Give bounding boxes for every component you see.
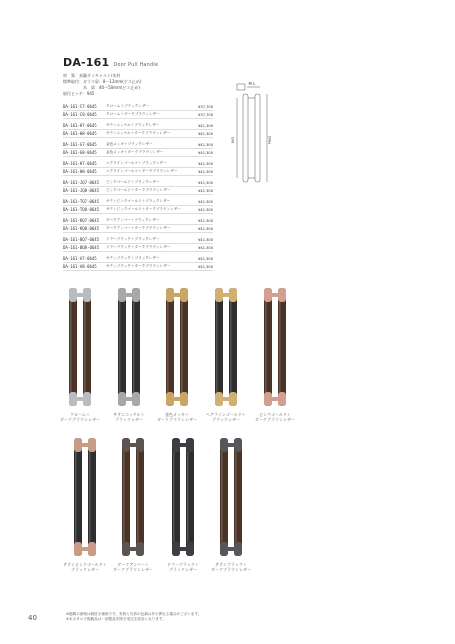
product-price: ¥41,300 [198,199,213,204]
product-row [63,263,213,271]
product-row [63,168,213,176]
product-row [63,187,213,195]
dim-right-label: P945 [268,135,272,145]
handle-image [63,286,97,408]
product-row [63,206,213,214]
product-name: ダークアンバー＋ダークブラウンレザー [106,226,171,230]
dim-left-label: 945 [231,136,235,144]
handle-swatch [160,286,194,412]
product-group [63,160,213,176]
product-price: ¥41,300 [198,207,213,212]
handle-image [258,286,292,408]
caption-line: クローム＋ [70,412,90,417]
product-name: ダークアンバー＋ブラックレザー [106,218,160,222]
product-price: ¥41,300 [198,131,213,136]
handle-swatch [68,436,102,562]
product-price: ¥41,300 [198,180,213,185]
product-price: ¥41,300 [198,245,213,250]
swatch-caption [201,562,261,572]
product-code: DA-161-TQ7-0645 [63,199,100,204]
handle-image [214,436,248,558]
product-price: ¥41,300 [198,264,213,269]
product-code: DA-161-H7-0645 [63,161,97,166]
product-row [63,236,213,244]
footnote-line: ※本カタログ掲載品は一部製品を除き受注生産品となります。 [66,617,166,621]
handle-swatch [112,286,146,412]
caption-line: 金色メッキ＋ [165,412,189,417]
product-row [63,122,213,130]
dim-top-label: M L [248,82,256,86]
caption-line: ブラックレザー [169,567,197,572]
spec-line: 材 質：真鍮ダイキャスト/木材 [63,73,121,78]
caption-line: ブラックレザー [212,417,240,422]
caption-line: ダークブラウンレザー [157,417,197,422]
product-group [63,103,213,119]
product-group [63,122,213,138]
product-price: ¥41,300 [198,161,213,166]
product-code: DA-161-G8-0645 [63,150,97,155]
footnotes [66,612,396,622]
handle-swatch [166,436,200,562]
product-price: ¥41,300 [198,150,213,155]
caption-line: ダークブラウンレザー [255,417,295,422]
handle-image [166,436,200,558]
product-price: ¥41,300 [198,169,213,174]
spec-line: 木 扉：40～50mm(ビス止め) [63,85,141,90]
product-name: サテンブラック＋ダークブラウンレザー [106,264,171,268]
product-row [63,179,213,187]
footnote-line: ※掲載の価格は税抜き価格です。実物と写真の色調は多少異なる場合がございます。 [66,612,202,616]
product-group [63,198,213,214]
product-price: ¥41,300 [198,123,213,128]
page-number: 40 [28,614,37,622]
handle-swatch [209,286,243,412]
handle-image [116,436,150,558]
product-row [63,149,213,157]
product-code: DA-161-JQ8-0645 [63,188,100,193]
product-type: Door Pull Handle [113,62,159,68]
handle-image [209,286,243,408]
product-group [63,141,213,157]
caption-line: サテンブラック＋ [215,562,247,567]
product-name: サテンニッケル＋ブラックレザー [106,123,160,127]
product-price: ¥37,700 [198,112,213,117]
handle-swatch [258,286,292,412]
product-name: 金色メッキ＋ブラックレザー [106,142,153,146]
diagram-section [237,84,245,90]
product-code: DA-161-BQ8-0645 [63,245,100,250]
caption-line: サテンニッケル＋ [113,412,145,417]
product-code: DA-161-TQ8-0645 [63,207,100,212]
product-row [63,111,213,119]
product-code: DA-161-C7-0645 [63,104,97,109]
caption-line: ブラックレザー [115,417,143,422]
handle-swatch [116,436,150,562]
product-row [63,103,213,111]
diagram-bar-right [255,94,260,182]
product-name: 金色メッキ＋ダークブラウンレザー [106,150,164,154]
product-title [63,56,158,69]
product-name: ピンクゴールド＋ブラックレザー [106,180,160,184]
product-code: DA-161-C8-0645 [63,112,97,117]
product-price: ¥41,300 [198,218,213,223]
product-row [63,225,213,233]
handle-swatch [214,436,248,562]
product-code: DA-161-H8-0645 [63,169,97,174]
caption-line: ブラックレザー [71,567,99,572]
product-code: DA-161-G7-0645 [63,142,97,147]
product-code: DA-161-BQ7-0645 [63,237,100,242]
handle-image [160,286,194,408]
product-name: ヘアラインゴールド＋ブラックレザー [106,161,167,165]
caption-line: ダークブラウンレザー [113,567,153,572]
handle-image [68,436,102,558]
product-row [63,141,213,149]
caption-line: ヘアラインゴールド＋ [206,412,246,417]
spec-block [63,73,141,97]
product-row [63,130,213,138]
spec-line: 標準取付：ガラス扉：8～12mm(ビス止め) [63,79,142,84]
caption-line: サテンピンクゴールド＋ [63,562,107,567]
product-name: ドラーブラック＋ブラックレザー [106,237,160,241]
product-name: サテンピンクゴールド＋ブラックレザー [106,199,171,203]
product-group [63,255,213,271]
caption-line: ピンクゴールド＋ [259,412,291,417]
product-code: DA-161-H8-0645 [63,131,97,136]
handle-image [112,286,146,408]
product-row [63,160,213,168]
product-name: ピンクゴールド＋ダークブラウンレザー [106,188,171,192]
product-code: DA-161-H7-0645 [63,123,97,128]
product-row [63,217,213,225]
product-code: DA-161-KQ8-0645 [63,226,100,231]
model-number: DA-161 [63,56,110,69]
product-code: DA-161-JQ7-0645 [63,180,100,185]
product-name: サテンピンクゴールド＋ダークブラウンレザー [106,207,181,211]
product-price: ¥41,300 [198,226,213,231]
product-price: ¥41,300 [198,256,213,261]
swatch-caption [245,412,305,422]
product-group [63,236,213,252]
product-price: ¥37,700 [198,104,213,109]
product-name: ドラーブラック＋ダークブラウンレザー [106,245,171,249]
product-code: DA-161-KQ7-0645 [63,218,100,223]
product-table [63,103,213,274]
product-price: ¥41,300 [198,237,213,242]
handle-swatch [63,286,97,412]
product-row [63,198,213,206]
product-name: サテンブラック＋ブラックレザー [106,256,160,260]
product-price: ¥41,300 [198,188,213,193]
product-name: クローム＋ダークブラウンレザー [106,112,160,116]
diagram-bar-left [243,94,248,182]
caption-line: ダークアンバー＋ [117,562,149,567]
product-price: ¥41,300 [198,142,213,147]
dimension-diagram [225,82,295,192]
product-name: サテンニッケル＋ダークブラウンレザー [106,131,171,135]
caption-line: ドラーブラック＋ [167,562,199,567]
product-row [63,255,213,263]
caption-line: ダークブラウンレザー [211,567,251,572]
caption-line: ダークブラウンレザー [60,417,100,422]
product-name: ヘアラインゴールド＋ダークブラウンレザー [106,169,178,173]
spec-line: 取付ピッチ：945 [63,91,95,96]
product-code: DA-161-A7-0645 [63,256,97,261]
product-name: クローム＋ブラックレザー [106,104,150,108]
product-group [63,217,213,233]
product-code: DA-161-A8-0645 [63,264,97,269]
product-row [63,244,213,252]
product-group [63,179,213,195]
